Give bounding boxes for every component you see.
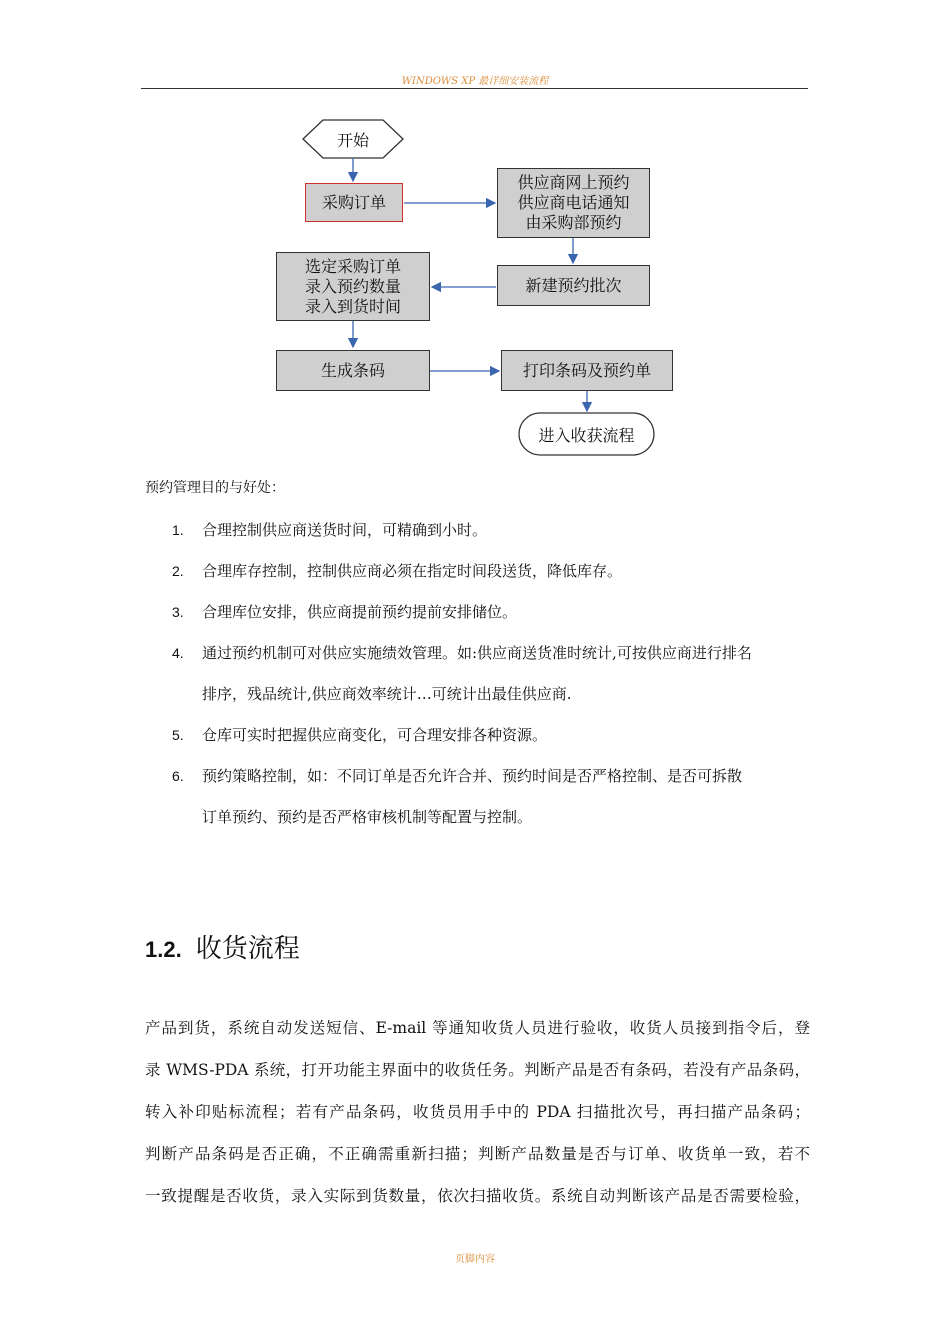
flow-end-label: 进入收获流程 bbox=[538, 425, 635, 445]
flow-new-batch-label: 新建预约批次 bbox=[525, 275, 622, 295]
flowchart-connectors bbox=[0, 0, 950, 470]
body-paragraph bbox=[145, 1007, 810, 1217]
purpose-list bbox=[145, 510, 810, 838]
flow-new-batch bbox=[497, 265, 650, 306]
flow-supplier-booking-line: 由采购部预约 bbox=[525, 213, 622, 232]
list-item-number: 6. bbox=[172, 768, 184, 784]
booking-flowchart bbox=[0, 0, 950, 470]
list-item-text: 排序，残品统计,供应商效率统计…可统计出最佳供应商. bbox=[202, 685, 572, 703]
flow-supplier-booking-line: 供应商电话通知 bbox=[517, 193, 630, 212]
list-item-text: 合理控制供应商送货时间，可精确到小时。 bbox=[202, 521, 488, 539]
body-line: 录 WMS-PDA 系统，打开功能主界面中的收货任务。判断产品是否有条码，若没有产品条码， bbox=[145, 1061, 810, 1079]
list-item-text: 通过预约机制可对供应实施绩效管理。如:供应商送货准时统计,可按供应商进行排名 bbox=[202, 644, 752, 662]
purpose-label: 预约管理目的与好处： bbox=[145, 480, 285, 496]
list-item-text: 订单预约、预约是否严格审核机制等配置与控制。 bbox=[202, 808, 533, 826]
body-line: 产品到货，系统自动发送短信、E-mail 等通知收货人员进行验收，收货人员接到指令后，登 bbox=[145, 1019, 810, 1037]
flow-start-label: 开始 bbox=[336, 130, 369, 150]
list-item bbox=[145, 551, 810, 592]
flow-purchase-order bbox=[305, 183, 403, 222]
flow-purchase-order-label: 采购订单 bbox=[321, 192, 386, 212]
list-item-number: 5. bbox=[172, 727, 184, 743]
page-header: WINDOWS XP 最详细安装流程 bbox=[401, 76, 549, 87]
list-item-text: 仓库可实时把握供应商变化，可合理安排各种资源。 bbox=[202, 726, 548, 744]
section-title: 收货流程 bbox=[195, 934, 300, 964]
body-line: 转入补印贴标流程；若有产品条码，收货员用手中的 PDA 扫描批次号，再扫描产品条码； bbox=[145, 1103, 810, 1121]
flow-select-order-line: 录入预约数量 bbox=[304, 276, 401, 296]
section-number: 1.2. bbox=[145, 937, 182, 962]
list-item-number: 2. bbox=[172, 563, 184, 579]
body-line: 判断产品条码是否正确，不正确需重新扫描；判断产品数量是否与订单、收货单一致，若不 bbox=[145, 1145, 810, 1163]
body-line: 一致提醒是否收货，录入实际到货数量，依次扫描收货。系统自动判断该产品是否需要检验， bbox=[145, 1187, 810, 1205]
flow-select-order-line: 录入到货时间 bbox=[304, 296, 401, 316]
flow-generate-barcode bbox=[276, 350, 430, 391]
flow-select-order-line: 选定采购订单 bbox=[304, 256, 401, 276]
flow-supplier-booking-line: 供应商网上预约 bbox=[517, 173, 630, 192]
list-item-text: 合理库位安排，供应商提前预约提前安排储位。 bbox=[202, 603, 518, 621]
list-item-number: 1. bbox=[172, 522, 184, 538]
list-item-number: 3. bbox=[172, 604, 184, 620]
flow-print-barcode-label: 打印条码及预约单 bbox=[522, 360, 651, 380]
list-item bbox=[145, 756, 810, 838]
list-item bbox=[145, 510, 810, 551]
flow-generate-barcode-label: 生成条码 bbox=[320, 360, 385, 380]
section-heading bbox=[145, 928, 300, 965]
list-item-text: 合理库存控制，控制供应商必须在指定时间段送货，降低库存。 bbox=[202, 562, 623, 580]
page-footer: 页脚内容 bbox=[455, 1254, 495, 1265]
flow-supplier-booking bbox=[497, 168, 650, 238]
list-item-text: 预约策略控制，如：不同订单是否允许合并、预约时间是否严格控制、是否可拆散 bbox=[202, 767, 743, 785]
list-item bbox=[145, 633, 810, 715]
list-item-number: 4. bbox=[172, 645, 184, 661]
list-item bbox=[145, 592, 810, 633]
flow-print-barcode bbox=[501, 350, 673, 391]
flow-select-order bbox=[276, 252, 430, 321]
list-item bbox=[145, 715, 810, 756]
